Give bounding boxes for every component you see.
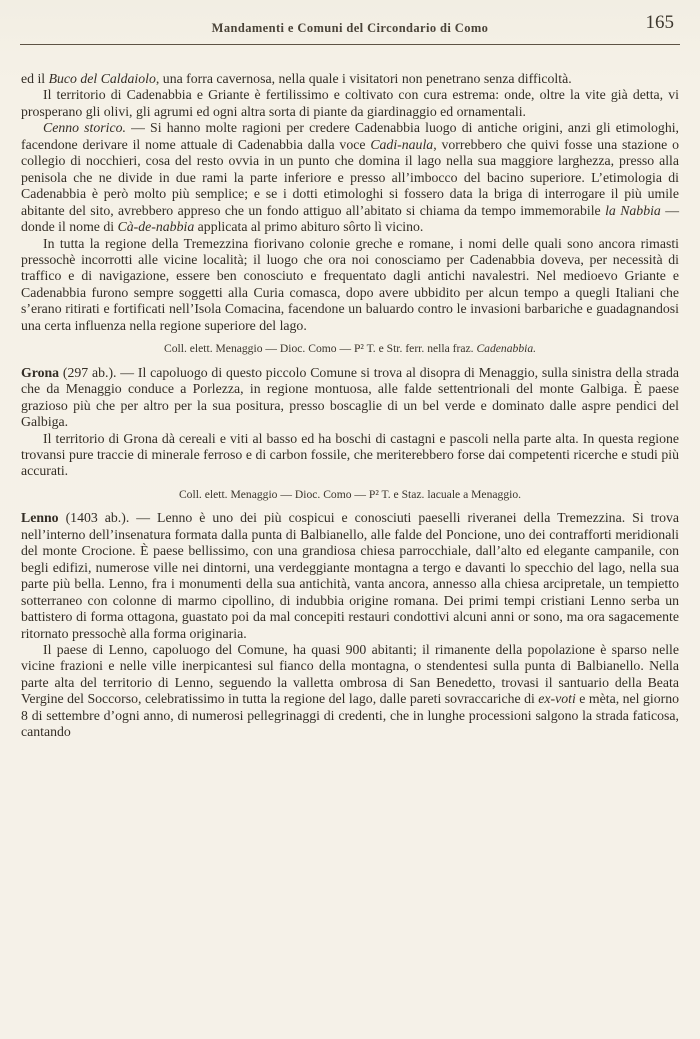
- paragraph: [21, 642, 679, 741]
- text-segment: — Si hanno molte ragioni per credere Cadenabbia luogo di antiche origini, anzi gli etimologhi, facendone derivare il nome attuale di Cadenabbia dalla voce: [21, 120, 680, 152]
- text-segment: Buco del Caldaiolo: [48, 71, 156, 86]
- text-segment: Cadenabbia.: [476, 342, 537, 356]
- text-segment: Lenno: [21, 510, 59, 526]
- text-segment: Coll. elett. Menaggio — Dioc. Como — P² T. e Str. ferr. nella fraz.: [163, 342, 477, 356]
- text-segment: , vorrebbero che quivi fosse una stazione o collegio di nocchieri, cosa del resto ovvia in un punto che domina il lago nella sua maggiore larghezza, presso alla penisola che ne divide in due rami la parte inferiore e presso all’imbocco del bacino superiore. L’etimologia di Cadenabbia è però molto più semplice; e se i dotti etimologhi si fossero data la briga di interrogare il più umile abitante del sito, avrebbero appreso che un fondo attiguo all’abitato si chiama da tempo immemorabile: [21, 136, 679, 218]
- text-segment: , una forra cavernosa, nella quale i visitatori non penetrano senza difficoltà.: [155, 71, 572, 86]
- text-segment: ed il: [21, 71, 49, 86]
- paragraph: [21, 365, 679, 431]
- text-segment: Cadi-naula: [370, 136, 434, 152]
- text-segment: la Nabbia: [605, 202, 661, 218]
- paragraph: [21, 431, 679, 480]
- text-segment: Cenno storico.: [43, 120, 126, 136]
- paragraph: [21, 236, 679, 335]
- page-body: [0, 45, 700, 741]
- text-segment: Il territorio di Grona dà cereali e viti al basso ed ha boschi di castagni e pascoli nella parte alta. In questa regione trovansi pure traccie di minerale ferroso e di carbon fossile, che meriterebbero forse dai competenti ricerche e studi più accurati.: [21, 430, 679, 479]
- text-segment: Grona: [21, 364, 60, 380]
- running-title: Mandamenti e Comuni del Circondario di Como: [211, 21, 489, 35]
- text-segment: Il territorio di Cadenabbia e Griante è fertilissimo e coltivato con cura estrema: onde, oltre la vite già detta, vi prosperano gli olivi, gli agrumi ed ogni altra sorta di piante da giardinaggio ed ornamentali.: [21, 87, 679, 119]
- text-segment: Coll. elett. Menaggio — Dioc. Como — P² T. e Staz. lacuale a Menaggio.: [178, 487, 522, 501]
- text-segment: (297 ab.). — Il capoluogo di questo piccolo Comune si trova al disopra di Menaggio, sulla sinistra della strada che da Menaggio conduce a Porlezza, in regione montuosa, alle falde settentrionali del monte Galbiga. È paese grazioso più che per altro per la sua positura, presso boscaglie di un bel verde e dominato dalle aspre pendici del Galbiga.: [21, 364, 679, 430]
- paragraph: [21, 120, 679, 235]
- text-segment: Cà-de-nabbia: [117, 219, 195, 235]
- paragraph: [21, 510, 679, 642]
- page-number: 165: [645, 12, 674, 33]
- text-segment: Il paese di Lenno, capoluogo del Comune, ha quasi 900 abitanti; il rimanente della popolazione è sparso nelle vicine frazioni e nelle ville inerpicantesi sul fianco della montagna, o stendentesi sulla punta di Balbianello. Nella parte alta del territorio di Lenno, seguendo la valletta ombrosa di San Benedetto, trovasi il santuario della Beata Vergine del Soccorso, celebratissimo in tutta la regione del lago, dalle pareti sovraccariche di: [21, 641, 679, 707]
- text-segment: (1403 ab.). — Lenno è uno dei più cospicui e conosciuti paeselli riveranei della Tremezzina. Si trova nell’interno dell’insenatura formata dalla punta di Balbianello, alle falde del Poncione, uno dei contrafforti meridionali del monte Crocione. È paese bellissimo, con una grandiosa chiesa parrocchiale, dall’alto ed elegante campanile, con begli edifizi, numerose ville nei dintorni, una verdeggiante montagna a tergo e davanti lo specchio del lago, nella sua parte più bella. Lenno, fra i monumenti della sua antichità, vanta ancora, annesso alla chiesa arcipretale, un tempietto sotterraneo con colonne di marmo cipollino, di indubbia origine romana. Dei primi tempi cristiani Lenno serba un battistero di forma ottagona, guastato poi da mal concepiti restauri condottivi alcuni anni or sono, ma ora sagacemente ritornato pressochè alla forma originaria.: [21, 510, 679, 641]
- text-segment: In tutta la regione della Tremezzina fiorivano colonie greche e romane, i nomi delle quali sono ancora rimasti pressochè incorrotti alle vicine località; il luogo che ora noi conosciamo per Cadenabbia doveva, per necessità di traffico e di navigazione, essere ben conosciuto e frequentato dagli antichi navalestri. Nel medioevo Griante e Cadenabbia furono sempre soggetti alla Curia comasca, dopo avere ubbidito per alcun tempo a quegli Italiani che s’erano ritirati e fortificati nell’Isola Comacina, facendone un baluardo contro le invasioni barbariche e guadagnandosi una certa influenza nella regione superiore del lago.: [21, 235, 679, 333]
- text-segment: ex-voti: [538, 691, 576, 707]
- paragraph: [21, 87, 679, 120]
- page-header: [0, 0, 700, 37]
- text-segment: applicata al primo abituro sôrto lì vicino.: [194, 219, 424, 235]
- electoral-note: [21, 341, 679, 357]
- text-segment: e mèta, nel giorno 8 di settembre d’ogni anno, di numerosi pellegrinaggi di credenti, che in lunghe processioni salgono la strada faticosa, cantando: [21, 691, 679, 740]
- text-segment: — donde il nome di: [21, 202, 680, 235]
- paragraph: [21, 71, 679, 87]
- electoral-note: [21, 487, 679, 503]
